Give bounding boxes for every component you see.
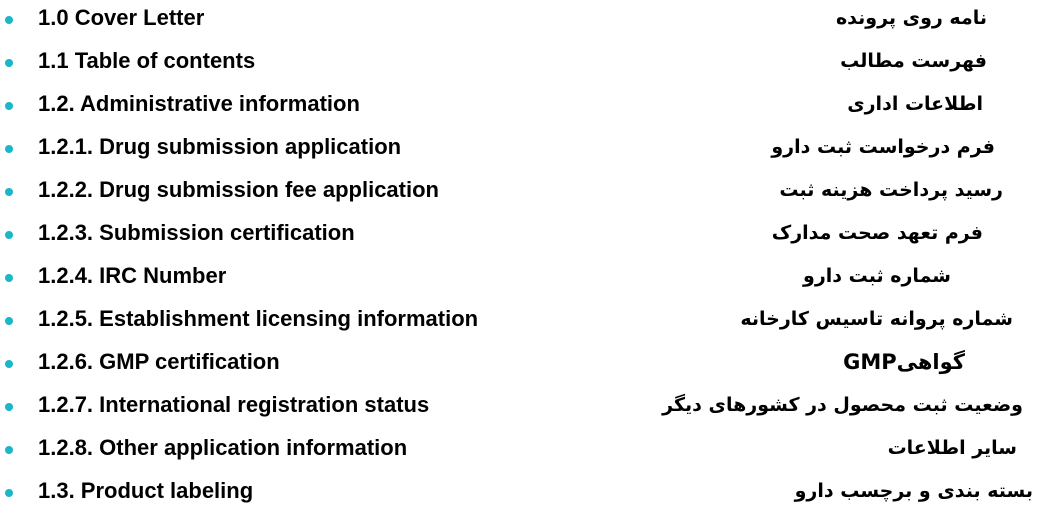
bullet-icon — [5, 231, 13, 239]
item-persian-label: شماره ثبت دارو — [803, 265, 951, 287]
item-english-label: 1.2.2. Drug submission fee application — [38, 177, 439, 202]
list-item — [0, 129, 1057, 172]
list-item — [0, 301, 1057, 344]
item-english-label: 1.2. Administrative information — [38, 91, 360, 116]
bullet-icon — [5, 16, 13, 24]
item-english-label: 1.2.5. Establishment licensing information — [38, 306, 479, 331]
list-item — [0, 215, 1057, 258]
item-english-label: 1.3. Product labeling — [38, 478, 254, 503]
item-persian-label: فرم درخواست ثبت دارو — [771, 136, 995, 158]
item-english-label: 1.2.6. GMP certification — [38, 349, 280, 374]
list-item — [0, 387, 1057, 430]
item-persian-label: رسید پرداخت هزینه ثبت — [779, 179, 1003, 201]
list-item — [0, 258, 1057, 301]
bullet-icon — [5, 317, 13, 325]
bullet-icon — [5, 59, 13, 67]
item-persian-label: شماره پروانه تاسیس کارخانه — [740, 308, 1013, 330]
bullet-icon — [5, 145, 13, 153]
item-english-label: 1.2.1. Drug submission application — [38, 134, 402, 159]
item-english-label: 1.2.3. Submission certification — [38, 220, 355, 245]
bullet-icon — [5, 489, 13, 497]
item-persian-label: وضعیت ثبت محصول در کشورهای دیگر — [662, 394, 1023, 416]
item-english-label: 1.0 Cover Letter — [38, 5, 205, 30]
list-item — [0, 43, 1057, 86]
list-item — [0, 0, 1057, 43]
item-persian-label: نامه روی پرونده — [835, 7, 987, 29]
item-english-label: 1.2.7. International registration status — [38, 392, 430, 417]
bullet-icon — [5, 446, 13, 454]
item-persian-label: اطلاعات اداری — [847, 93, 983, 115]
list-item — [0, 86, 1057, 129]
item-persian-label: گواهیGMP — [843, 350, 965, 374]
item-persian-label: بسته بندی و برچسب دارو — [794, 480, 1033, 502]
bullet-icon — [5, 274, 13, 282]
item-persian-label: فرم تعهد صحت مدارک — [771, 222, 983, 244]
list-item — [0, 473, 1057, 516]
bullet-icon — [5, 188, 13, 196]
item-english-label: 1.2.8. Other application information — [38, 435, 408, 460]
item-persian-label: سایر اطلاعات — [887, 437, 1017, 459]
item-english-label: 1.1 Table of contents — [38, 48, 256, 73]
item-english-label: 1.2.4. IRC Number — [38, 263, 227, 288]
bullet-icon — [5, 102, 13, 110]
bullet-icon — [5, 403, 13, 411]
list-item — [0, 172, 1057, 215]
list-item — [0, 430, 1057, 473]
list-item — [0, 344, 1057, 387]
item-persian-label: فهرست مطالب — [840, 50, 987, 72]
bullet-icon — [5, 360, 13, 368]
